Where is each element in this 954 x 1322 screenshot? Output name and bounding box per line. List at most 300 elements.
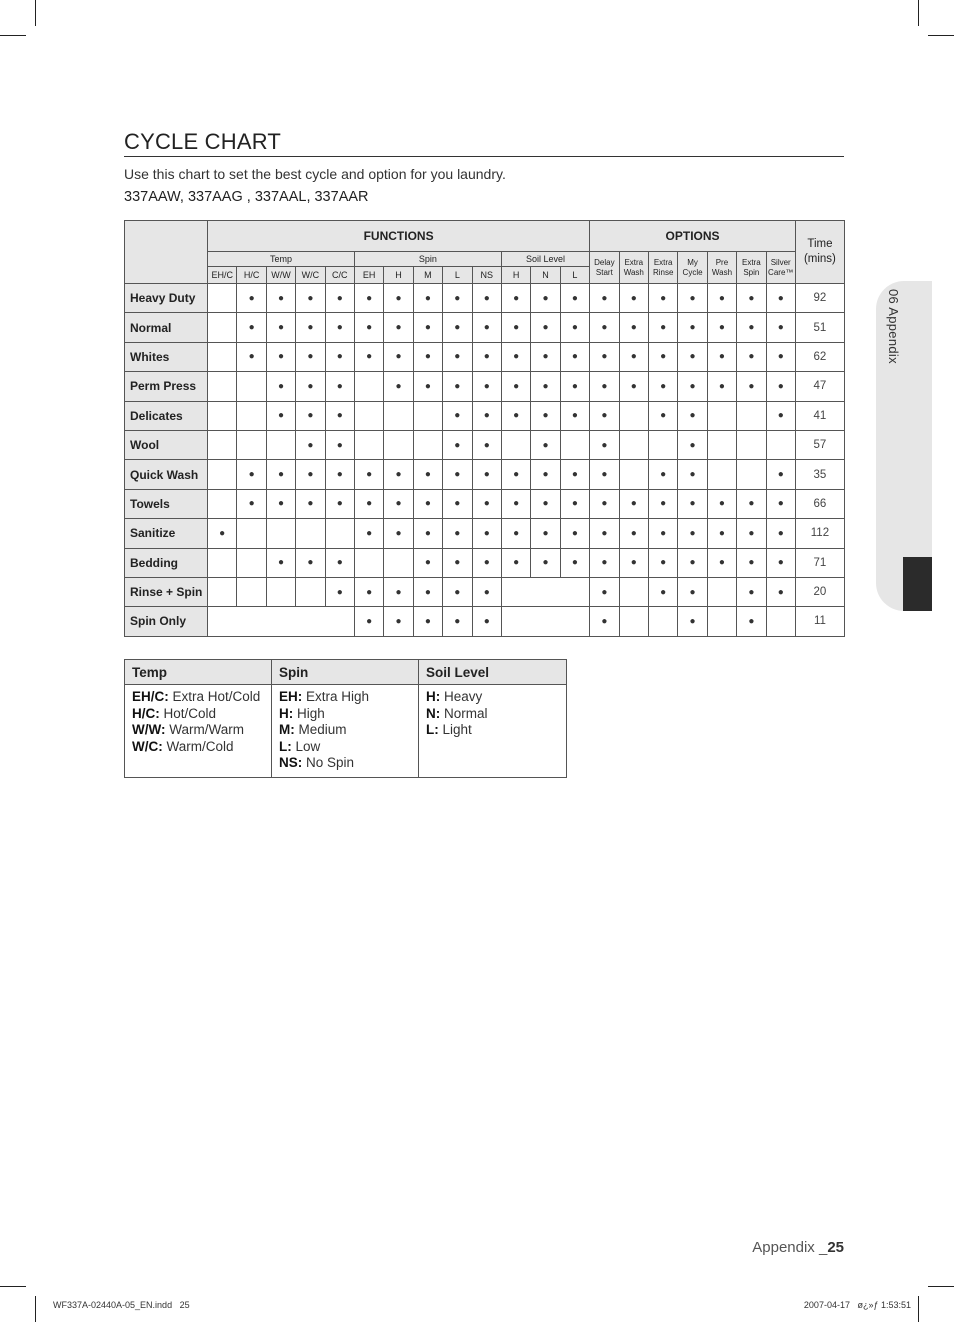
legend-code: EH:: [279, 689, 303, 704]
available-dot: ●: [325, 313, 354, 342]
legend-entry: EH/C: Extra Hot/Cold: [132, 689, 261, 704]
available-dot: ●: [678, 372, 707, 401]
code-header: H: [384, 267, 413, 284]
table-row: [125, 401, 845, 430]
functions-header: FUNCTIONS: [208, 221, 590, 252]
temp-subheader: Temp: [208, 252, 355, 267]
available-dot: ●: [766, 342, 795, 371]
available-dot: ●: [619, 519, 648, 548]
available-dot: ●: [560, 372, 590, 401]
available-dot: ●: [737, 313, 766, 342]
available-dot: ●: [531, 401, 560, 430]
available-dot: ●: [678, 401, 707, 430]
empty-cell: [737, 401, 766, 430]
corner-header-cell: [125, 221, 208, 284]
available-dot: ●: [296, 401, 325, 430]
available-dot: ●: [619, 548, 648, 577]
available-dot: ●: [619, 372, 648, 401]
cycle-time: 20: [795, 577, 844, 606]
available-dot: ●: [354, 519, 383, 548]
empty-cell: [237, 548, 266, 577]
available-dot: ●: [707, 313, 736, 342]
legend-code: EH/C:: [132, 689, 169, 704]
available-dot: ●: [443, 430, 472, 459]
available-dot: ●: [531, 342, 560, 371]
available-dot: ●: [707, 342, 736, 371]
available-dot: ●: [766, 401, 795, 430]
code-header: H/C: [237, 267, 266, 284]
available-dot: ●: [678, 607, 707, 636]
empty-cell: [619, 460, 648, 489]
available-dot: ●: [472, 577, 501, 606]
available-dot: ●: [590, 284, 619, 313]
available-dot: ●: [766, 519, 795, 548]
available-dot: ●: [737, 607, 766, 636]
empty-merged-cell: [501, 607, 589, 636]
table-row: [125, 577, 845, 606]
available-dot: ●: [443, 577, 472, 606]
available-dot: ●: [443, 342, 472, 371]
table-row: [125, 489, 845, 518]
available-dot: ●: [472, 489, 501, 518]
empty-cell: [619, 607, 648, 636]
available-dot: ●: [472, 548, 501, 577]
available-dot: ●: [560, 548, 590, 577]
available-dot: ●: [678, 577, 707, 606]
available-dot: ●: [678, 489, 707, 518]
available-dot: ●: [237, 342, 266, 371]
available-dot: ●: [590, 519, 619, 548]
model-list: 337AAW, 337AAG , 337AAL, 337AAR: [124, 189, 369, 205]
legend-column: [419, 685, 567, 778]
empty-cell: [237, 430, 266, 459]
available-dot: ●: [296, 313, 325, 342]
cycle-time: 62: [795, 342, 844, 371]
available-dot: ●: [413, 313, 442, 342]
available-dot: ●: [413, 342, 442, 371]
available-dot: ●: [266, 489, 295, 518]
available-dot: ●: [296, 284, 325, 313]
legend-entry: L: Low: [279, 738, 321, 754]
available-dot: ●: [648, 401, 677, 430]
legend-entry: W/C: Warm/Cold: [132, 738, 234, 754]
available-dot: ●: [590, 489, 619, 518]
legend-code: W/C:: [132, 738, 163, 754]
available-dot: ●: [325, 372, 354, 401]
available-dot: ●: [766, 577, 795, 606]
available-dot: ●: [737, 342, 766, 371]
legend-code: H/C:: [132, 705, 160, 721]
available-dot: ●: [560, 460, 590, 489]
available-dot: ●: [443, 607, 472, 636]
empty-cell: [707, 577, 736, 606]
available-dot: ●: [237, 284, 266, 313]
available-dot: ●: [531, 548, 560, 577]
available-dot: ●: [325, 577, 354, 606]
available-dot: ●: [590, 372, 619, 401]
available-dot: ●: [619, 489, 648, 518]
available-dot: ●: [325, 401, 354, 430]
table-row: [125, 519, 845, 548]
available-dot: ●: [678, 430, 707, 459]
available-dot: ●: [354, 313, 383, 342]
legend-column: [125, 685, 272, 778]
legend-code: W/W:: [132, 722, 166, 737]
available-dot: ●: [737, 519, 766, 548]
cycle-name: Wool: [125, 430, 208, 459]
available-dot: ●: [678, 460, 707, 489]
available-dot: ●: [531, 460, 560, 489]
empty-cell: [266, 519, 295, 548]
empty-cell: [707, 460, 736, 489]
footer-section: Appendix _: [752, 1239, 828, 1256]
available-dot: ●: [678, 519, 707, 548]
empty-cell: [413, 401, 442, 430]
available-dot: ●: [472, 313, 501, 342]
empty-cell: [413, 430, 442, 459]
cycle-name: Rinse + Spin: [125, 577, 208, 606]
available-dot: ●: [384, 489, 413, 518]
available-dot: ●: [766, 284, 795, 313]
available-dot: ●: [384, 519, 413, 548]
crop-mark: [35, 0, 36, 26]
available-dot: ●: [560, 284, 590, 313]
available-dot: ●: [443, 401, 472, 430]
available-dot: ●: [590, 401, 619, 430]
cycle-time: 35: [795, 460, 844, 489]
table-row: [125, 548, 845, 577]
available-dot: ●: [737, 372, 766, 401]
available-dot: ●: [648, 460, 677, 489]
available-dot: ●: [472, 401, 501, 430]
legend-entry: L: Light: [426, 722, 472, 737]
crop-mark: [0, 1286, 26, 1287]
empty-cell: [208, 372, 237, 401]
available-dot: ●: [501, 284, 530, 313]
available-dot: ●: [296, 342, 325, 371]
available-dot: ●: [472, 430, 501, 459]
available-dot: ●: [296, 430, 325, 459]
available-dot: ●: [266, 313, 295, 342]
available-dot: ●: [325, 548, 354, 577]
legend-column: [272, 685, 419, 778]
available-dot: ●: [472, 372, 501, 401]
empty-cell: [354, 372, 383, 401]
available-dot: ●: [325, 430, 354, 459]
available-dot: ●: [648, 313, 677, 342]
empty-cell: [296, 577, 325, 606]
available-dot: ●: [413, 519, 442, 548]
legend-code: L:: [426, 722, 439, 737]
available-dot: ●: [619, 342, 648, 371]
code-header: H: [501, 267, 530, 284]
crop-mark: [928, 35, 954, 36]
available-dot: ●: [443, 284, 472, 313]
available-dot: ●: [501, 460, 530, 489]
available-dot: ●: [501, 313, 530, 342]
table-row: [125, 607, 845, 636]
empty-cell: [384, 401, 413, 430]
available-dot: ●: [266, 342, 295, 371]
code-header: N: [531, 267, 560, 284]
cycle-time: 51: [795, 313, 844, 342]
available-dot: ●: [737, 284, 766, 313]
empty-cell: [237, 519, 266, 548]
intro-text: Use this chart to set the best cycle and option for you laundry.: [124, 166, 506, 182]
available-dot: ●: [737, 548, 766, 577]
legend-entry: M: Medium: [279, 722, 347, 737]
available-dot: ●: [766, 313, 795, 342]
empty-cell: [619, 401, 648, 430]
option-header-extra-spin: Extra Spin: [737, 252, 766, 284]
empty-cell: [501, 430, 530, 459]
available-dot: ●: [678, 313, 707, 342]
code-header: L: [560, 267, 590, 284]
file-slug: WF337A-02440A-05_EN.indd 25: [53, 1300, 190, 1310]
empty-cell: [208, 577, 237, 606]
code-header: L: [443, 267, 472, 284]
available-dot: ●: [325, 284, 354, 313]
legend-entry: H: Heavy: [426, 689, 483, 704]
available-dot: ●: [384, 342, 413, 371]
available-dot: ●: [707, 284, 736, 313]
empty-cell: [208, 342, 237, 371]
crop-mark: [918, 1296, 919, 1322]
legend-code: NS:: [279, 755, 303, 770]
available-dot: ●: [531, 284, 560, 313]
available-dot: ●: [766, 372, 795, 401]
page-number: 25: [827, 1239, 844, 1256]
available-dot: ●: [648, 284, 677, 313]
empty-cell: [737, 460, 766, 489]
legend-code: L:: [279, 738, 292, 754]
empty-cell: [766, 430, 795, 459]
available-dot: ●: [678, 548, 707, 577]
available-dot: ●: [354, 607, 383, 636]
available-dot: ●: [590, 430, 619, 459]
cycle-time: 57: [795, 430, 844, 459]
cycle-name: Spin Only: [125, 607, 208, 636]
legend-header-soil-level: Soil Level: [419, 660, 567, 685]
empty-cell: [560, 430, 590, 459]
legend-entry: H: High: [279, 705, 325, 721]
available-dot: ●: [648, 519, 677, 548]
option-header-my-cycle: My Cycle: [678, 252, 707, 284]
cycle-time: 41: [795, 401, 844, 430]
available-dot: ●: [766, 460, 795, 489]
available-dot: ●: [501, 372, 530, 401]
available-dot: ●: [237, 313, 266, 342]
legend-code: N:: [426, 705, 441, 721]
available-dot: ●: [531, 372, 560, 401]
empty-cell: [237, 577, 266, 606]
code-header: W/W: [266, 267, 295, 284]
available-dot: ●: [443, 519, 472, 548]
available-dot: ●: [619, 313, 648, 342]
cycle-time: 11: [795, 607, 844, 636]
available-dot: ●: [501, 401, 530, 430]
side-tab-label: 06 Appendix: [886, 289, 901, 364]
code-header: EH/C: [208, 267, 237, 284]
available-dot: ●: [501, 489, 530, 518]
legend-header-temp: Temp: [125, 660, 272, 685]
code-header: C/C: [325, 267, 354, 284]
available-dot: ●: [384, 313, 413, 342]
empty-cell: [384, 548, 413, 577]
abbreviation-legend-table: [124, 659, 567, 778]
cycle-name: Whites: [125, 342, 208, 371]
available-dot: ●: [590, 460, 619, 489]
option-header-extra-rinse: Extra Rinse: [648, 252, 677, 284]
available-dot: ●: [325, 489, 354, 518]
available-dot: ●: [413, 284, 442, 313]
empty-cell: [737, 430, 766, 459]
available-dot: ●: [472, 284, 501, 313]
cycle-name: Towels: [125, 489, 208, 518]
available-dot: ●: [560, 519, 590, 548]
empty-cell: [354, 401, 383, 430]
cycle-time: 112: [795, 519, 844, 548]
crop-mark: [0, 35, 26, 36]
available-dot: ●: [472, 607, 501, 636]
available-dot: ●: [413, 460, 442, 489]
table-row: [125, 430, 845, 459]
available-dot: ●: [354, 577, 383, 606]
available-dot: ●: [413, 372, 442, 401]
empty-cell: [619, 430, 648, 459]
empty-cell: [266, 577, 295, 606]
available-dot: ●: [266, 460, 295, 489]
available-dot: ●: [413, 548, 442, 577]
cycle-time: 71: [795, 548, 844, 577]
empty-cell: [208, 460, 237, 489]
empty-cell: [707, 607, 736, 636]
legend-entry: NS: No Spin: [279, 755, 355, 770]
code-header: W/C: [296, 267, 325, 284]
available-dot: ●: [619, 284, 648, 313]
cycle-name: Sanitize: [125, 519, 208, 548]
available-dot: ●: [707, 548, 736, 577]
available-dot: ●: [531, 489, 560, 518]
crop-mark: [918, 0, 919, 26]
available-dot: ●: [560, 313, 590, 342]
available-dot: ●: [354, 489, 383, 518]
available-dot: ●: [648, 372, 677, 401]
available-dot: ●: [208, 519, 237, 548]
table-row: [125, 284, 845, 313]
available-dot: ●: [766, 489, 795, 518]
available-dot: ●: [707, 519, 736, 548]
available-dot: ●: [472, 342, 501, 371]
empty-cell: [619, 577, 648, 606]
time-header: Time (mins): [795, 221, 844, 284]
empty-cell: [766, 607, 795, 636]
crop-mark: [35, 1296, 36, 1322]
empty-cell: [354, 548, 383, 577]
legend-code: H:: [279, 705, 294, 721]
available-dot: ●: [707, 489, 736, 518]
legend-entry: N: Normal: [426, 705, 488, 721]
available-dot: ●: [296, 460, 325, 489]
available-dot: ●: [560, 401, 590, 430]
table-row: [125, 313, 845, 342]
available-dot: ●: [443, 460, 472, 489]
empty-cell: [648, 607, 677, 636]
cycle-name: Delicates: [125, 401, 208, 430]
page-footer: [752, 1239, 844, 1256]
cycle-time: 66: [795, 489, 844, 518]
available-dot: ●: [384, 284, 413, 313]
empty-cell: [208, 489, 237, 518]
empty-cell: [266, 430, 295, 459]
available-dot: ●: [296, 372, 325, 401]
available-dot: ●: [384, 577, 413, 606]
available-dot: ●: [648, 489, 677, 518]
available-dot: ●: [590, 313, 619, 342]
legend-code: H:: [426, 689, 441, 704]
available-dot: ●: [501, 548, 530, 577]
table-row: [125, 342, 845, 371]
available-dot: ●: [590, 342, 619, 371]
available-dot: ●: [531, 519, 560, 548]
empty-cell: [354, 430, 383, 459]
empty-cell: [384, 430, 413, 459]
option-header-silver-care: Silver Care™: [766, 252, 795, 284]
cycle-name: Quick Wash: [125, 460, 208, 489]
empty-cell: [296, 519, 325, 548]
available-dot: ●: [737, 577, 766, 606]
available-dot: ●: [678, 284, 707, 313]
available-dot: ●: [443, 548, 472, 577]
available-dot: ●: [413, 607, 442, 636]
empty-merged-cell: [208, 607, 355, 636]
empty-merged-cell: [501, 577, 589, 606]
available-dot: ●: [325, 460, 354, 489]
available-dot: ●: [531, 313, 560, 342]
empty-cell: [208, 401, 237, 430]
legend-header-spin: Spin: [272, 660, 419, 685]
option-header-delay-start: Delay Start: [590, 252, 619, 284]
available-dot: ●: [443, 313, 472, 342]
empty-cell: [208, 313, 237, 342]
available-dot: ●: [531, 430, 560, 459]
available-dot: ●: [266, 401, 295, 430]
available-dot: ●: [590, 548, 619, 577]
available-dot: ●: [413, 489, 442, 518]
table-row: [125, 460, 845, 489]
available-dot: ●: [648, 342, 677, 371]
legend-entry: EH: Extra High: [279, 689, 370, 704]
available-dot: ●: [678, 342, 707, 371]
table-row: [125, 372, 845, 401]
available-dot: ●: [501, 519, 530, 548]
available-dot: ●: [472, 519, 501, 548]
legend-code: M:: [279, 722, 295, 737]
available-dot: ●: [296, 489, 325, 518]
available-dot: ●: [296, 548, 325, 577]
available-dot: ●: [590, 607, 619, 636]
available-dot: ●: [266, 548, 295, 577]
available-dot: ●: [384, 460, 413, 489]
empty-cell: [208, 430, 237, 459]
code-header: M: [413, 267, 442, 284]
available-dot: ●: [354, 284, 383, 313]
available-dot: ●: [560, 489, 590, 518]
available-dot: ●: [384, 372, 413, 401]
available-dot: ●: [413, 577, 442, 606]
available-dot: ●: [384, 607, 413, 636]
available-dot: ●: [560, 342, 590, 371]
